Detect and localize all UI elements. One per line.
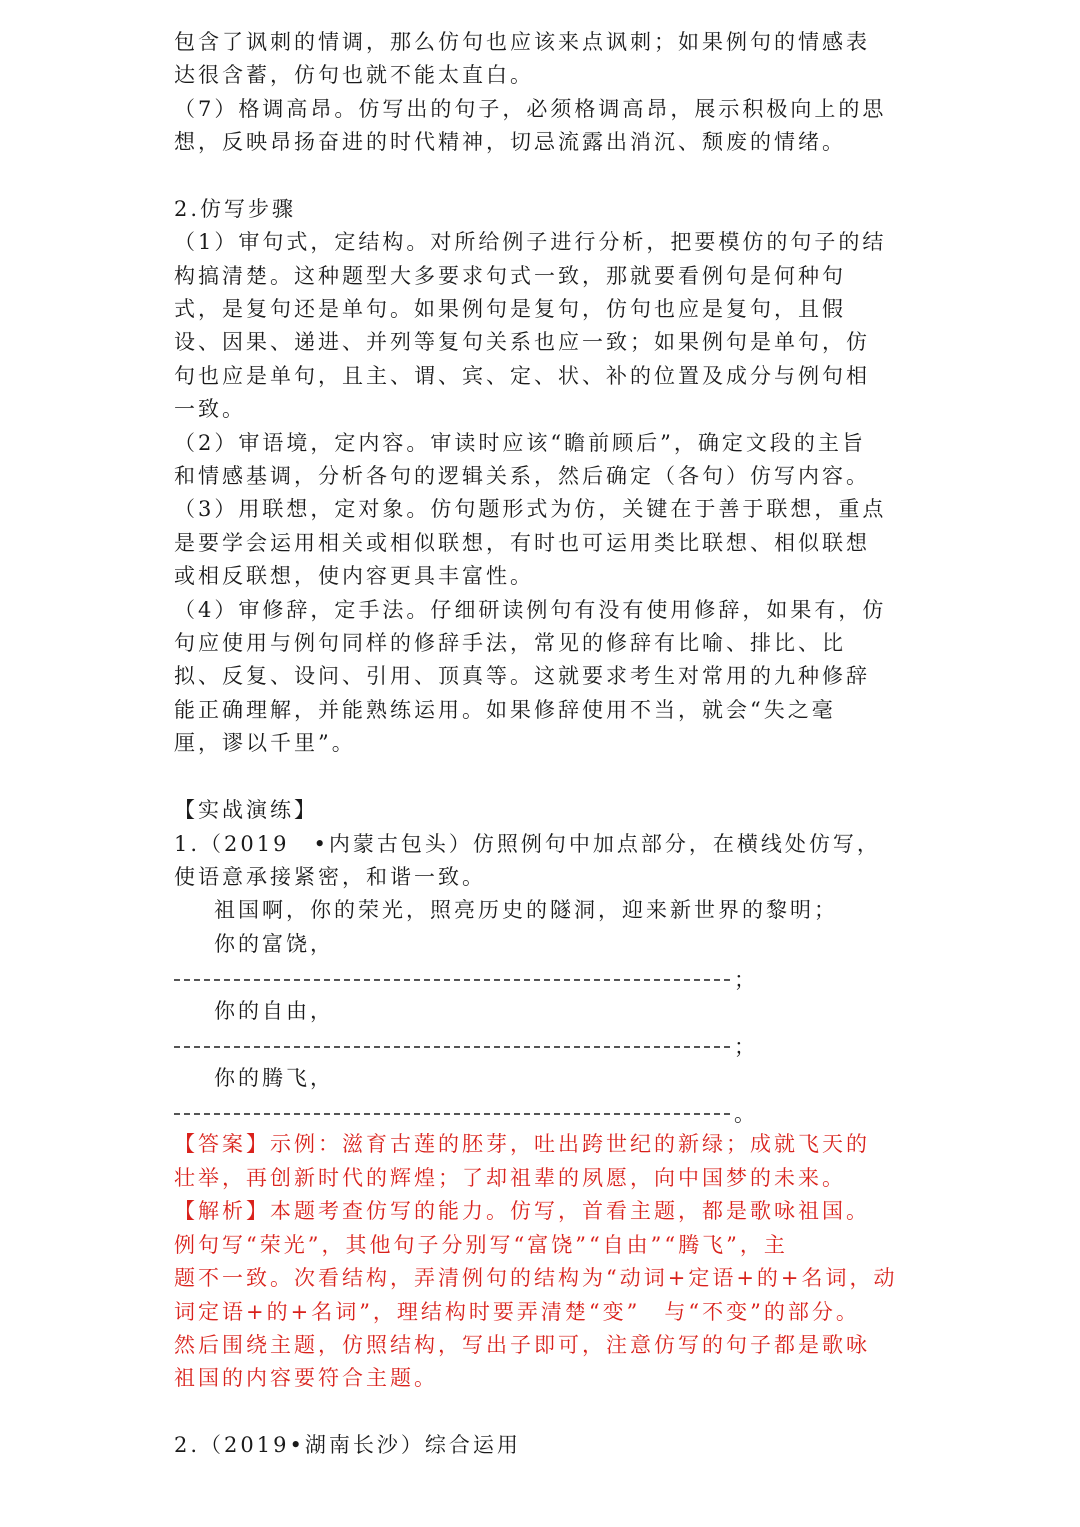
text-line: 能正确理解，并能熟练运用。如果修辞使用不当，就会“失之毫 (174, 698, 836, 722)
text-line: 句应使用与例句同样的修辞手法，常见的修辞有比喻、排比、比 (174, 631, 846, 655)
text-line: 厘，谬以千里”。 (174, 731, 356, 755)
text-line: 式，是复句还是单句。如果例句是复句，仿句也应是复句，且假 (174, 297, 846, 321)
text-line: 句也应是单句，且主、谓、宾、定、状、补的位置及成分与例句相 (174, 364, 870, 388)
answer-blank-line (174, 1102, 756, 1126)
text-line: 达很含蓄，仿句也就不能太直白。 (174, 63, 534, 87)
answer-line: 壮举，再创新时代的辉煌；了却祖辈的夙愿，向中国梦的未来。 (174, 1166, 846, 1190)
question-stem: 1.（2019 •内蒙古包头）仿照例句中加点部分，在横线处仿写， (174, 832, 881, 856)
text-line: （1）审句式，定结构。对所给例子进行分析，把要模仿的句子的结 (174, 230, 887, 254)
fill-prompt: 你的富饶， (214, 932, 334, 956)
text-line: 拟、反复、设问、引用、顶真等。这就要求考生对常用的九种修辞 (174, 664, 870, 688)
analysis-line: 题不一致。次看结构，弄清例句的结构为“动词+定语+的+名词，动 (174, 1266, 898, 1290)
text-line: 和情感基调，分析各句的逻辑关系，然后确定（各句）仿写内容。 (174, 464, 870, 488)
fill-prompt: 你的自由， (214, 999, 334, 1023)
dashed-blank (174, 1046, 730, 1048)
dashed-blank (174, 1113, 730, 1115)
example-sentence: 祖国啊，你的荣光，照亮历史的隧洞，迎来新世界的黎明； (214, 898, 838, 922)
text-line: （2）审语境，定内容。审读时应该“瞻前顾后”，确定文段的主旨 (174, 431, 866, 455)
analysis-line: 【解析】本题考查仿写的能力。仿写，首看主题，都是歌咏祖国。 (174, 1199, 870, 1223)
text-line: 一致。 (174, 397, 246, 421)
section-title: 2.仿写步骤 (174, 197, 297, 221)
answer-blank-line (174, 968, 756, 992)
answer-line: 【答案】示例：滋育古莲的胚芽，吐出跨世纪的新绿；成就飞天的 (174, 1132, 870, 1156)
text-line: 设、因果、递进、并列等复句关系也应一致；如果例句是单句，仿 (174, 330, 870, 354)
blank-end-punct: ； (734, 968, 756, 992)
blank-end-punct: ； (734, 1035, 756, 1059)
text-line: （3）用联想，定对象。仿句题形式为仿，关键在于善于联想，重点 (174, 497, 887, 521)
question-stem: 使语意承接紧密，和谐一致。 (174, 865, 486, 889)
dashed-blank (174, 979, 730, 981)
text-line: 是要学会运用相关或相似联想，有时也可运用类比联想、相似联想 (174, 531, 870, 555)
analysis-line: 祖国的内容要符合主题。 (174, 1366, 438, 1390)
practice-heading: 【实战演练】 (174, 798, 318, 822)
analysis-line: 例句写“荣光”，其他句子分别写“富饶”“自由”“腾飞”，主 (174, 1233, 788, 1257)
question-stem: 2.（2019•湖南长沙）综合运用 (174, 1433, 521, 1457)
answer-blank-line (174, 1035, 756, 1059)
text-line: 构搞清楚。这种题型大多要求句式一致，那就要看例句是何种句 (174, 264, 846, 288)
text-line: （4）审修辞，定手法。仔细研读例句有没有使用修辞，如果有，仿 (174, 598, 887, 622)
analysis-line: 词定语+的+名词”，理结构时要弄清楚“变” 与“不变”的部分。 (174, 1300, 860, 1324)
blank-end-punct: 。 (734, 1102, 756, 1126)
text-line: 包含了讽刺的情调，那么仿句也应该来点讽刺；如果例句的情感表 (174, 30, 870, 54)
text-line: 或相反联想，使内容更具丰富性。 (174, 564, 534, 588)
text-line: （7）格调高昂。仿写出的句子，必须格调高昂，展示积极向上的思 (174, 97, 887, 121)
text-line: 想，反映昂扬奋进的时代精神，切忌流露出消沉、颓废的情绪。 (174, 130, 846, 154)
analysis-line: 然后围绕主题，仿照结构，写出子即可，注意仿写的句子都是歌咏 (174, 1333, 870, 1357)
fill-prompt: 你的腾飞， (214, 1066, 334, 1090)
